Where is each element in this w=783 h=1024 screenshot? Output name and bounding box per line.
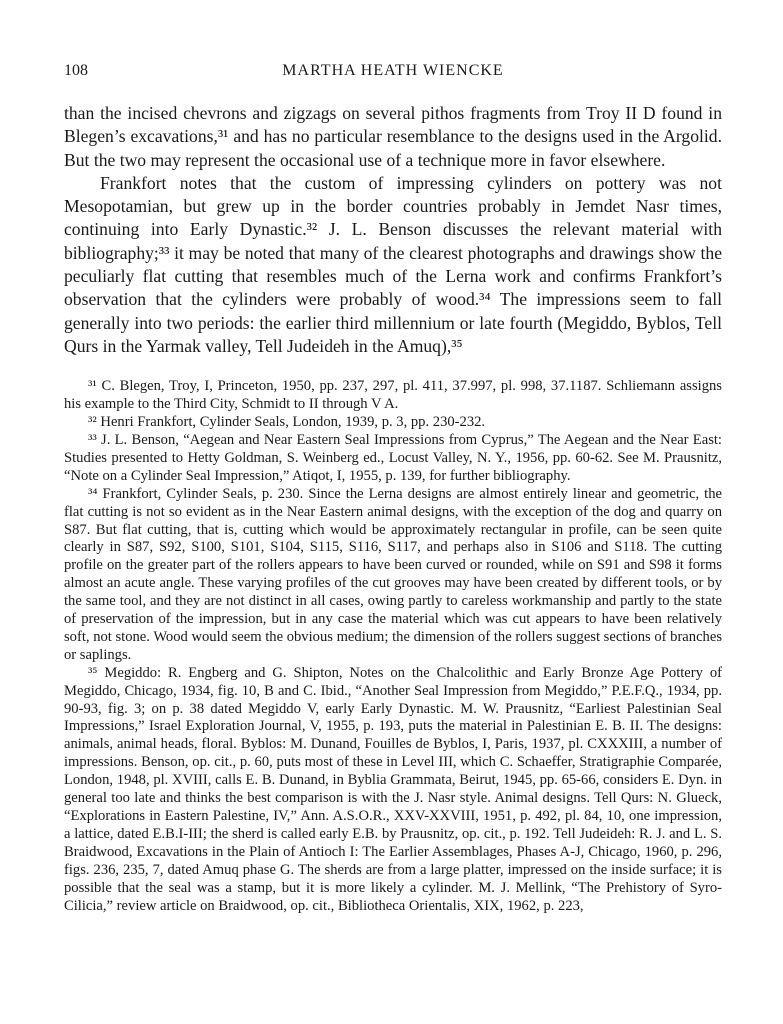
main-text xyxy=(64,102,722,358)
footnote-32: ³² Henri Frankfort, Cylinder Seals, London, 1939, p. 3, pp. 230-232. xyxy=(88,414,486,431)
footnote-35: ³⁵ Megiddo: R. Engberg and G. Shipton, Notes on the Chalcolithic and Early Bronze Age Pottery of Megiddo, Chicago, 1934, fig. 10, B and C. Ibid., “Another Seal Impression from Megiddo,” P.E.F.Q., 1934, pp. 90-93, fig. 3; on p. 38 dated Megiddo V, early Early Dynastic. M. W. Prausnitz, “Earliest Palestinian Seal Impressions,” Israel Exploration Journal, V, 1955, p. 193, puts the material in Palestinian E. B. II. The designs: animals, animal heads, floral. Byblos: M. Dunand, Fouilles de Byblos, I, Paris, 1937, pl. CXXXIII, a number of impressions. Benson, op. cit., p. 60, puts most of these in Level III, which C. Schaeffer, Stratigraphie Comparée, London, 1948, pl. XVIII, calls E. B. Dunand, in Byblia Grammata, Beirut, 1945, pp. 65-66, considers E. Dyn. in general too late and thinks the best comparison is with the J. Nasr style. Animal designs. Tell Qurs: N. Glueck, “Explorations in Eastern Palestine, IV,” Ann. A.S.O.R., XXV-XXVIII, 1951, p. 492, pl. 84, 10, one impression, a lattice, dated E.B.I-III; the sherd is called early E.B. by Prausnitz, op. cit., p. 192. Tell Judeideh: R. J. and L. S. Braidwood, Excavations in the Plain of Antioch I: The Earlier Assemblages, Phases A-J, Chicago, 1960, p. 296, figs. 236, 235, 7, dated Amuq phase G. The sherds are from a large platter, impressed on the inside surface; it is possible that the seal was a stamp, but it is more likely a cylinder. M. J. Mellink, “The Prehistory of Syro-Cilicia,” review article on Braidwood, op. cit., Bibliotheca Orientalis, XIX, 1962, p. 223, xyxy=(64,664,722,914)
page xyxy=(64,62,722,915)
page-header xyxy=(64,62,722,86)
body-paragraph: than the incised chevrons and zigzags on several pithos fragments from Troy II D found in Blegen’s excavations,³¹ and has no particular resemblance to the designs used in the Argolid. But the two may represent the occasional use of a technique more in favor elsewhere. xyxy=(64,103,722,170)
running-title: MARTHA HEATH WIENCKE xyxy=(282,62,504,79)
footnote-33: ³³ J. L. Benson, “Aegean and Near Eastern Seal Impressions from Cyprus,” The Aegean and the Near East: Studies presented to Hetty Goldman, S. Weinberg ed., Locust Valley, N. Y., 1956, pp. 60-62. See M. Prausnitz, “Note on a Cylinder Seal Impression,” Atiqot, I, 1955, p. 139, for further bibliography. xyxy=(64,431,722,484)
page-number: 108 xyxy=(64,62,88,79)
footnote-31: ³¹ C. Blegen, Troy, I, Princeton, 1950, pp. 237, 297, pl. 411, 37.997, pl. 998, 37.1187. Schliemann assigns his example to the Third City, Schmidt to II through V A. xyxy=(64,378,722,413)
footnotes xyxy=(64,378,722,915)
footnote-34: ³⁴ Frankfort, Cylinder Seals, p. 230. Since the Lerna designs are almost entirely linear and geometric, the flat cutting is not so evident as in the Near Eastern animal designs, with the exception of the dog and quarry on S87. But flat cutting, that is, cutting which would be approximately rectangular in profile, can be seen quite clearly in S87, S92, S100, S101, S104, S115, S116, S117, and perhaps also in S106 and S118. The cutting profile on the greater part of the rollers appears to have been curved or rounded, while on S91 and S98 it forms almost an acute angle. These varying profiles of the cut grooves may have been created by different tools, or by the same tool, and they are not distinct in all cases, owing partly to careless workmanship and partly to the state of preservation of the impression, but in any case the material which was cut appears to have been relatively soft, not stone. Wood would seem the obvious medium; the dimension of the rollers suggest sections of branches or saplings. xyxy=(64,485,723,663)
body-paragraph: Frankfort notes that the custom of impressing cylinders on pottery was not Mesopotamian, but grew up in the border countries probably in Jemdet Nasr times, continuing into Early Dynastic.³² J. L. Benson discusses the relevant material with bibliography;³³ it may be noted that many of the clearest photographs and drawings show the peculiarly flat cutting that resembles much of the Lerna work and confirms Frankfort’s observation that the cylinders were probably of wood.³⁴ The impressions seem to fall generally into two periods: the earlier third millennium or late fourth (Megiddo, Byblos, Tell Qurs in the Yarmak valley, Tell Judeideh in the Amuq),³⁵ xyxy=(64,172,722,356)
